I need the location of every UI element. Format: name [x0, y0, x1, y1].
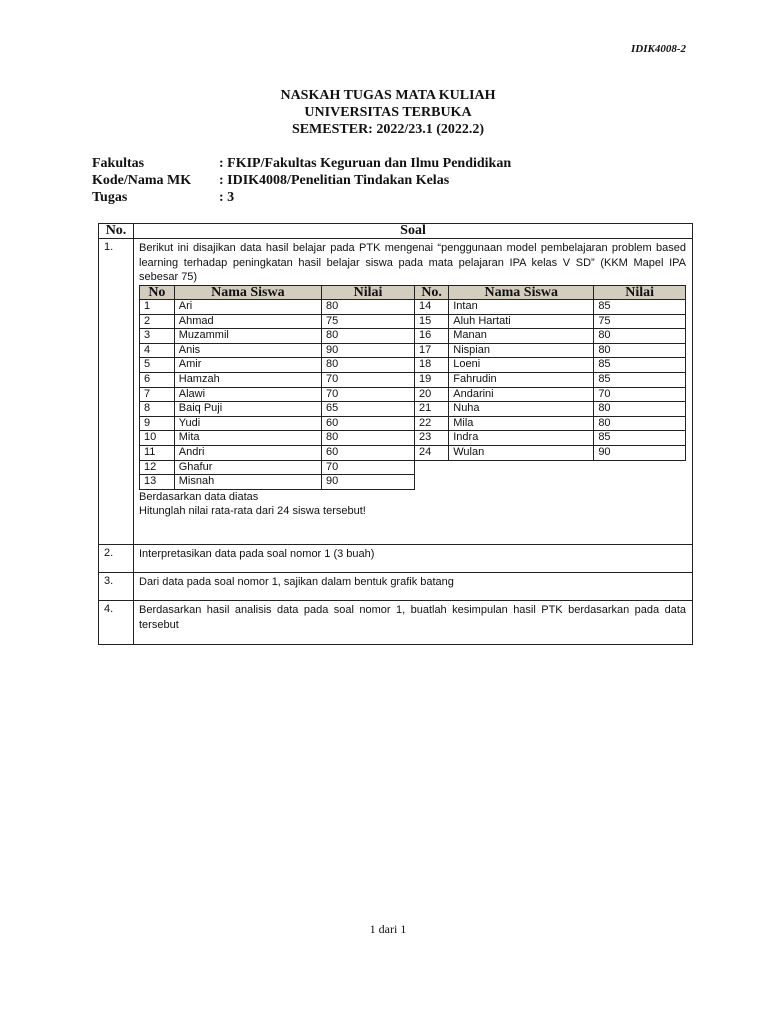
student-no: 17 [415, 343, 449, 358]
student-score: 80 [594, 329, 686, 344]
student-score: 80 [321, 358, 414, 373]
title-line-2: UNIVERSITAS TERBUKA [304, 105, 472, 120]
student-name: Alawi [174, 387, 321, 402]
student-no: 2 [140, 314, 175, 329]
score-table-right [414, 285, 686, 461]
student-no: 10 [140, 431, 175, 446]
student-name: Loeni [449, 358, 594, 373]
student-no: 24 [415, 446, 449, 461]
student-row [140, 460, 415, 475]
student-name: Mita [174, 431, 321, 446]
student-row [415, 387, 686, 402]
meta-value: : IDIK4008/Penelitian Tindakan Kelas [219, 173, 450, 188]
student-score: 90 [594, 446, 686, 461]
question-text: Dari data pada soal nomor 1, sajikan dalam bentuk grafik batang [134, 573, 693, 601]
student-score: 80 [321, 300, 414, 315]
course-meta [92, 155, 511, 206]
student-no: 6 [140, 373, 175, 388]
student-score: 80 [594, 343, 686, 358]
student-score: 60 [321, 446, 414, 461]
student-row [140, 358, 415, 373]
student-score: 85 [594, 373, 686, 388]
col-name: Nama Siswa [174, 285, 321, 300]
student-row [415, 402, 686, 417]
student-no: 5 [140, 358, 175, 373]
col-score: Nilai [321, 285, 414, 300]
student-name: Ghafur [174, 460, 321, 475]
student-name: Aluh Hartati [449, 314, 594, 329]
student-score: 90 [321, 343, 414, 358]
student-row [140, 343, 415, 358]
header-soal: Soal [134, 224, 693, 239]
student-score: 85 [594, 358, 686, 373]
student-score-tables [139, 285, 686, 490]
student-no: 3 [140, 329, 175, 344]
student-score: 70 [321, 387, 414, 402]
student-no: 11 [140, 446, 175, 461]
student-row [415, 416, 686, 431]
student-no: 23 [415, 431, 449, 446]
student-name: Andri [174, 446, 321, 461]
col-no: No [140, 285, 175, 300]
student-no: 13 [140, 475, 175, 490]
question-number: 3. [99, 573, 134, 601]
student-no: 16 [415, 329, 449, 344]
student-row [140, 431, 415, 446]
student-row [415, 431, 686, 446]
student-row [140, 300, 415, 315]
title-line-3: SEMESTER: 2022/23.1 (2022.2) [291, 122, 485, 137]
question-number: 2. [99, 545, 134, 573]
student-row [140, 387, 415, 402]
question-row-1 [99, 239, 693, 545]
question-text: Interpretasikan data pada soal nomor 1 (3 buah) [134, 545, 693, 573]
question-row-4 [99, 601, 693, 645]
student-name: Baiq Puji [174, 402, 321, 417]
student-no: 18 [415, 358, 449, 373]
question-row-3 [99, 573, 693, 601]
student-score: 75 [321, 314, 414, 329]
student-no: 7 [140, 387, 175, 402]
meta-row-kode [92, 172, 511, 189]
student-row [415, 329, 686, 344]
student-score: 70 [594, 387, 686, 402]
questions-table [98, 223, 693, 645]
student-score: 65 [321, 402, 414, 417]
student-score: 70 [321, 460, 414, 475]
meta-row-fakultas [92, 155, 511, 172]
student-row [140, 402, 415, 417]
student-score: 90 [321, 475, 414, 490]
student-score: 75 [594, 314, 686, 329]
student-name: Muzammil [174, 329, 321, 344]
student-name: Hamzah [174, 373, 321, 388]
student-no: 19 [415, 373, 449, 388]
student-score: 80 [594, 416, 686, 431]
student-no: 21 [415, 402, 449, 417]
title-line-1: NASKAH TUGAS MATA KULIAH [280, 88, 496, 103]
question-number: 4. [99, 601, 134, 645]
student-row [415, 373, 686, 388]
student-no: 1 [140, 300, 175, 315]
meta-label: Tugas [92, 190, 128, 205]
student-score: 80 [321, 329, 414, 344]
col-name: Nama Siswa [449, 285, 594, 300]
student-row [140, 416, 415, 431]
student-row [415, 446, 686, 461]
student-row [415, 358, 686, 373]
student-row [140, 446, 415, 461]
col-no: No. [415, 285, 449, 300]
student-row [140, 314, 415, 329]
student-score: 60 [321, 416, 414, 431]
student-row [415, 314, 686, 329]
student-name: Nispian [449, 343, 594, 358]
question-row-2 [99, 545, 693, 573]
score-table-left [139, 285, 415, 490]
student-name: Indra [449, 431, 594, 446]
meta-label: Kode/Nama MK [92, 173, 192, 188]
student-name: Fahrudin [449, 373, 594, 388]
student-name: Misnah [174, 475, 321, 490]
student-row [140, 475, 415, 490]
student-no: 4 [140, 343, 175, 358]
student-no: 14 [415, 300, 449, 315]
question-intro: Berikut ini disajikan data hasil belajar pada PTK mengenai “penggunaan model pembelajaran problem based learning terhadap peningkatan hasil belajar siswa pada mata pelajaran IPA kelas V SD” (KKM Mapel IPA sebesar 75) [139, 242, 686, 283]
meta-row-tugas [92, 189, 511, 206]
document-code: IDIK4008-2 [630, 43, 686, 55]
student-no: 22 [415, 416, 449, 431]
student-name: Amir [174, 358, 321, 373]
col-score: Nilai [594, 285, 686, 300]
question-content [134, 239, 693, 545]
student-row [415, 343, 686, 358]
meta-label: Fakultas [92, 156, 145, 171]
student-row [140, 329, 415, 344]
student-name: Ari [174, 300, 321, 315]
student-name: Anis [174, 343, 321, 358]
student-name: Andarini [449, 387, 594, 402]
student-name: Manan [449, 329, 594, 344]
student-name: Nuha [449, 402, 594, 417]
meta-value: : FKIP/Fakultas Keguruan dan Ilmu Pendidikan [219, 156, 512, 171]
student-no: 15 [415, 314, 449, 329]
student-name: Intan [449, 300, 594, 315]
meta-value: : 3 [219, 190, 235, 205]
student-no: 12 [140, 460, 175, 475]
document-title [0, 87, 768, 138]
question-followup-1: Berdasarkan data diatas [139, 490, 259, 503]
score-table-header [415, 285, 686, 300]
student-name: Yudi [174, 416, 321, 431]
student-row [140, 373, 415, 388]
student-score: 70 [321, 373, 414, 388]
student-name: Wulan [449, 446, 594, 461]
question-number: 1. [99, 239, 134, 545]
student-score: 85 [594, 300, 686, 315]
student-no: 20 [415, 387, 449, 402]
student-score: 80 [321, 431, 414, 446]
student-no: 9 [140, 416, 175, 431]
student-name: Ahmad [174, 314, 321, 329]
question-text: Berdasarkan hasil analisis data pada soal nomor 1, buatlah kesimpulan hasil PTK berdasarkan pada data tersebut [134, 601, 693, 645]
page-number: 1 dari 1 [369, 922, 407, 936]
student-name: Mila [449, 416, 594, 431]
student-score: 85 [594, 431, 686, 446]
student-row [415, 300, 686, 315]
score-table-header [140, 285, 415, 300]
header-no: No. [99, 224, 134, 239]
student-no: 8 [140, 402, 175, 417]
question-followup-2: Hitunglah nilai rata-rata dari 24 siswa tersebut! [139, 505, 366, 518]
questions-header-row [99, 224, 693, 239]
student-score: 80 [594, 402, 686, 417]
